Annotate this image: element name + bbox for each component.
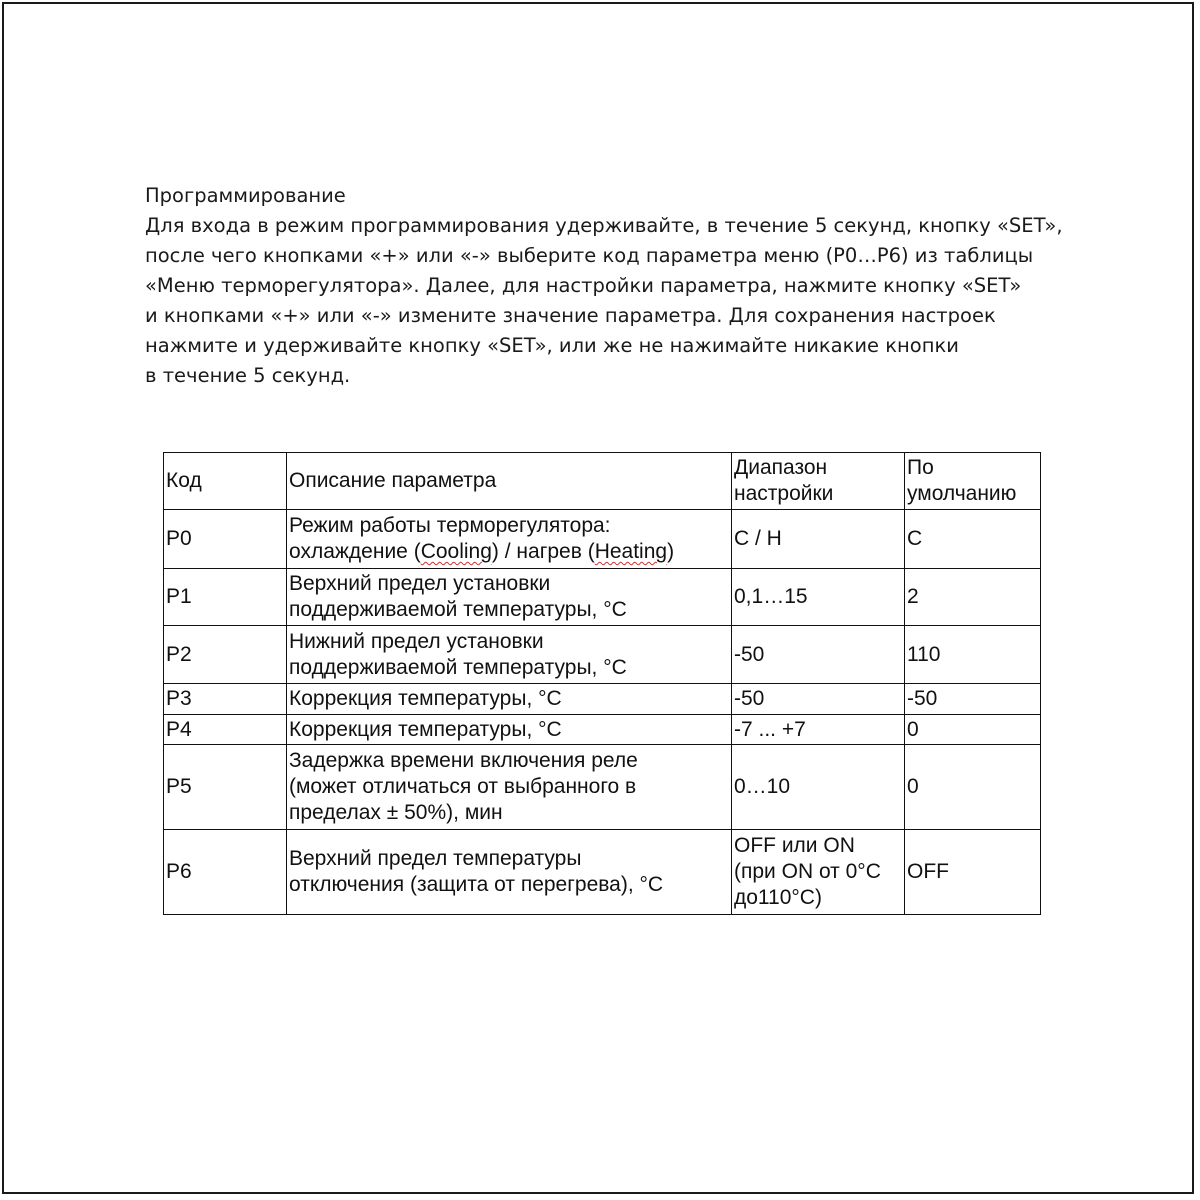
desc-text: ) / нагрев ( [491,540,595,563]
param-description: Коррекция температуры, °C [287,715,732,745]
instruction-line: Для входа в режим программирования удерживайте, в течение 5 секунд, кнопку «SET», [145,214,1063,237]
param-default: C [905,510,1041,569]
table-row [164,569,1041,626]
param-code: P0 [164,510,287,569]
desc-text: ) [667,540,675,563]
param-code: P3 [164,684,287,715]
param-code: P5 [164,745,287,830]
param-code: P2 [164,626,287,684]
table-header-row [164,453,1041,510]
param-description [287,510,732,569]
param-default: 0 [905,715,1041,745]
section-heading: Программирование [145,184,346,207]
param-default: OFF [905,830,1041,915]
param-code: P1 [164,569,287,626]
desc-line: пределах ± 50%), мин [289,801,503,824]
param-description [287,569,732,626]
desc-line: Нижний предел установки [289,629,544,653]
table-row [164,626,1041,684]
param-range: -50 [732,684,905,715]
header-default [905,453,1041,510]
desc-line: отключения (защита от перегрева), °C [289,873,664,896]
range-line: (при ON от 0°C [734,860,881,883]
header-default-line: По [907,456,934,479]
desc-line: Верхний предел температуры [289,847,582,870]
param-range: 0,1…15 [732,569,905,626]
param-range [732,830,905,915]
param-range: -7 ... +7 [732,715,905,745]
instruction-line: «Меню терморегулятора». Далее, для настройки параметра, нажмите кнопку «SET» [145,274,1022,297]
desc-term: Heating [594,540,668,563]
param-description [287,626,732,684]
param-range: C / H [732,510,905,569]
desc-line: (может отличаться от выбранного в [289,775,637,798]
param-default: 0 [905,745,1041,830]
table-row [164,684,1041,715]
header-description: Описание параметра [287,453,732,510]
param-default: -50 [905,684,1041,715]
desc-line: Режим работы терморегулятора: [289,514,611,537]
param-code: P4 [164,715,287,745]
table-row [164,715,1041,745]
desc-line: Верхний предел установки [289,572,551,595]
param-description: Коррекция температуры, °C [287,684,732,715]
param-default: 2 [905,569,1041,626]
table-row [164,745,1041,830]
desc-text: охлаждение ( [289,540,421,563]
header-range-line: Диапазон [734,456,828,479]
param-range: -50 [732,626,905,684]
instruction-line: и кнопками «+» или «-» измените значение параметра. Для сохранения настроек [145,304,996,327]
param-description [287,745,732,830]
desc-line: поддерживаемой температуры, °C [289,598,627,621]
header-code: Код [164,453,287,510]
param-code: P6 [164,830,287,915]
param-description [287,830,732,915]
table-row [164,830,1041,915]
param-default: 110 [905,626,1041,684]
header-range [732,453,905,510]
param-range: 0…10 [732,745,905,830]
instruction-line: нажмите и удерживайте кнопку «SET», или же не нажимайте никакие кнопки [145,334,959,357]
desc-term: Cooling [420,540,492,563]
header-default-line: умолчанию [907,482,1017,505]
range-line: до110°C) [734,886,822,909]
parameter-table [163,452,1041,915]
desc-line: Задержка времени включения реле [289,749,638,772]
programming-instructions [145,181,1105,391]
table-row [164,510,1041,569]
desc-line: поддерживаемой температуры, °C [289,655,627,679]
range-line: OFF или ON [734,834,855,857]
instruction-line: после чего кнопками «+» или «-» выберите код параметра меню (P0…P6) из таблицы [145,244,1034,267]
desc-line [289,539,729,565]
header-range-line: настройки [734,482,834,505]
instruction-line: в течение 5 секунд. [145,364,351,387]
